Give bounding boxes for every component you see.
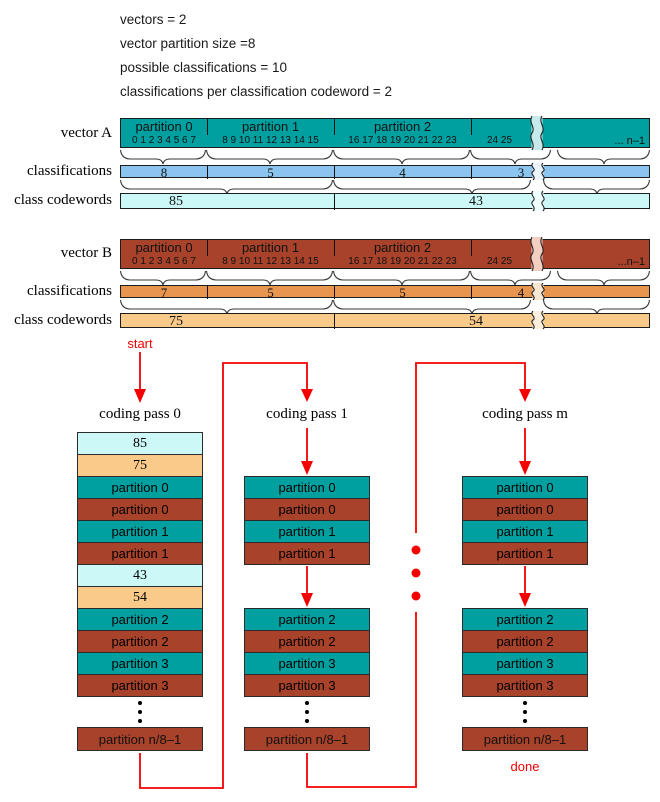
- stack-box: 85: [77, 432, 203, 455]
- vector-b-samples-8-15: 8 9 10 11 12 13 14 15: [222, 256, 319, 267]
- stack-box: partition 3: [462, 652, 588, 675]
- coding-pass-1-title: coding pass 1: [266, 406, 348, 422]
- vector-b-label: vector B: [60, 245, 112, 261]
- brace: [333, 149, 470, 165]
- stack-box: 75: [77, 454, 203, 477]
- codeword-divider: [334, 194, 335, 210]
- brace: [120, 270, 206, 286]
- coding-pass-m-last-box: partition n/8–1: [462, 727, 588, 751]
- stack-box: partition 1: [244, 520, 370, 543]
- coding-pass-0-last-box: partition n/8–1: [77, 727, 203, 751]
- stack-box: partition 1: [77, 542, 203, 565]
- classif-divider: [471, 286, 472, 299]
- classif-value: 4: [399, 165, 406, 180]
- vector-b-codewords-label: class codewords: [14, 312, 112, 328]
- stack-box: 54: [77, 586, 203, 609]
- vector-a-classifications-label: classifications: [27, 163, 112, 179]
- vector-b-samples-16-23: 16 17 18 19 20 21 22 23: [348, 256, 457, 267]
- vector-b-samples-0-7: 0 1 2 3 4 5 6 7: [132, 256, 196, 267]
- classif-value: 3: [517, 165, 525, 180]
- vector-b-samples-24-25: 24 25: [486, 256, 513, 267]
- arrowhead: [519, 461, 531, 475]
- vector-a-bar: [120, 118, 650, 148]
- coding-pass-m-title: coding pass m: [482, 406, 568, 422]
- classif-value: 8: [160, 165, 168, 180]
- partition-divider: [207, 240, 208, 256]
- bar-break: [527, 117, 547, 149]
- vector-a-codewords-label: class codewords: [14, 192, 112, 208]
- stack-box: 43: [77, 564, 203, 587]
- vector-a-label: vector A: [60, 125, 112, 141]
- arrowhead: [134, 389, 146, 403]
- stack-box: partition 0: [462, 476, 588, 499]
- coding-pass-0-stack: [77, 432, 203, 697]
- codeword-value: 85: [169, 194, 183, 209]
- vector-b-tail: ...n–1: [617, 256, 645, 268]
- stack-box: partition 3: [244, 674, 370, 697]
- vector-b-classifications-bar: [120, 285, 650, 298]
- vector-a-partition1-label: partition 1: [241, 119, 300, 134]
- bar-break: [528, 284, 548, 299]
- vector-b-codewords-bar: [120, 313, 650, 328]
- codeword-value: 43: [469, 194, 483, 209]
- bar-break: [528, 192, 548, 210]
- brace: [120, 149, 206, 165]
- param-classifications: possible classifications = 10: [120, 60, 287, 75]
- coding-pass-m-group2: [462, 608, 588, 697]
- stack-box: partition 3: [244, 652, 370, 675]
- stack-box: partition 2: [462, 630, 588, 653]
- partition-divider: [471, 119, 472, 135]
- classif-divider: [471, 166, 472, 179]
- ellipsis-dots: [138, 701, 527, 723]
- partition-divider: [334, 119, 335, 135]
- stack-box: partition 1: [462, 542, 588, 565]
- stack-box: partition 3: [462, 674, 588, 697]
- bar-break: [527, 238, 547, 270]
- vector-a-tail: ... n–1: [614, 135, 645, 147]
- stack-box: partition 0: [244, 498, 370, 521]
- bar-break: [528, 164, 548, 179]
- param-partition-size: vector partition size =8: [120, 36, 256, 51]
- vector-a-samples-0-7: 0 1 2 3 4 5 6 7: [132, 135, 196, 146]
- brace: [470, 149, 551, 165]
- vector-b-partition1-label: partition 1: [241, 240, 300, 255]
- arrowhead: [301, 461, 313, 475]
- vector-a-samples-8-15: 8 9 10 11 12 13 14 15: [222, 135, 319, 146]
- codeword-divider: [334, 314, 335, 329]
- brace: [206, 149, 333, 165]
- coding-pass-1-last-box: partition n/8–1: [244, 727, 370, 751]
- stack-box: partition 0: [77, 476, 203, 499]
- classif-value: 5: [267, 285, 274, 300]
- vector-b-classifications-label: classifications: [27, 283, 112, 299]
- stack-box: partition 1: [244, 542, 370, 565]
- arrowhead: [519, 593, 531, 607]
- codeword-value: 54: [469, 314, 483, 329]
- done-label: done: [510, 759, 540, 774]
- parameters-block: [120, 8, 392, 104]
- classif-value: 5: [399, 285, 406, 300]
- coding-pass-0-title: coding pass 0: [99, 406, 181, 422]
- stack-box: partition 1: [462, 520, 588, 543]
- stack-box: partition 3: [77, 652, 203, 675]
- coding-pass-1-group2: [244, 608, 370, 697]
- vector-a-classifications-bar: [120, 165, 650, 178]
- stack-box: partition 0: [462, 498, 588, 521]
- vector-a-partition2-label: partition 2: [373, 119, 432, 134]
- param-codeword: classifications per classification codeword = 2: [120, 84, 393, 99]
- stack-box: partition 2: [244, 630, 370, 653]
- vector-a-codewords-bar: [120, 193, 650, 209]
- coding-pass-1-group1: [244, 476, 370, 565]
- arrowhead: [519, 389, 531, 402]
- partition-divider: [471, 240, 472, 256]
- more-passes-dots: [412, 546, 421, 601]
- classif-value: 7: [160, 285, 168, 300]
- vector-a-samples-16-23: 16 17 18 19 20 21 22 23: [348, 135, 457, 146]
- stack-box: partition 0: [244, 476, 370, 499]
- stack-box: partition 3: [77, 674, 203, 697]
- arrowhead: [301, 389, 313, 402]
- stack-box: partition 1: [77, 520, 203, 543]
- stack-box: partition 0: [77, 498, 203, 521]
- bar-break: [528, 312, 548, 328]
- vector-a-samples-24-25: 24 25: [486, 135, 513, 146]
- brace: [333, 270, 470, 286]
- brace: [557, 149, 650, 165]
- codeword-value: 75: [169, 314, 183, 329]
- stack-box: partition 2: [77, 608, 203, 631]
- partition-divider: [334, 240, 335, 256]
- vector-a-partition0-label: partition 0: [135, 119, 193, 134]
- stack-box: partition 2: [462, 608, 588, 631]
- start-label: start: [127, 336, 153, 351]
- arrowhead: [301, 593, 313, 607]
- brace: [206, 270, 333, 286]
- param-vectors: vectors = 2: [120, 12, 187, 27]
- brace: [557, 270, 650, 286]
- coding-pass-m-group1: [462, 476, 588, 565]
- vector-b-bar: [120, 239, 650, 269]
- classif-value: 5: [267, 165, 274, 180]
- vector-b-partition0-label: partition 0: [135, 240, 193, 255]
- stack-box: partition 2: [244, 608, 370, 631]
- vector-b-partition2-label: partition 2: [373, 240, 432, 255]
- classif-value: 4: [517, 285, 525, 300]
- partition-divider: [207, 119, 208, 135]
- stack-box: partition 2: [77, 630, 203, 653]
